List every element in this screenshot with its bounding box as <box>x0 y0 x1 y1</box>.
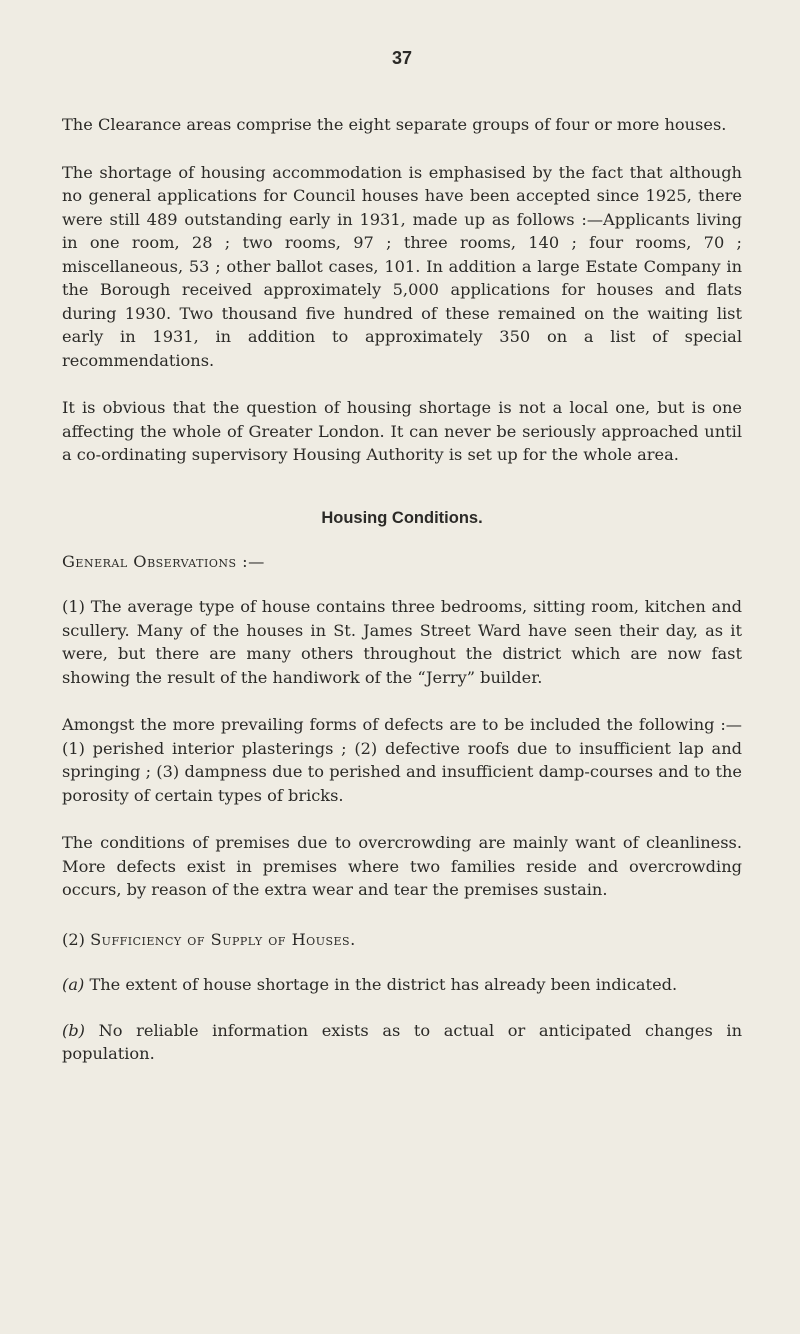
subsection-number: (2) <box>62 929 85 949</box>
section-heading-housing-conditions: Housing Conditions. <box>321 508 483 527</box>
paragraph-average-house-type: (1) The average type of house contains three bedrooms, sitting room, kitchen and scullery. Many of the houses in St. James Street Ward have seen their day, as it were, but there are many others throughout the district which are now fast showing the result of the handiwork of the “Jerry” builder. <box>62 597 742 687</box>
item-a-label: (a) <box>62 975 85 994</box>
item-a-text: The extent of house shortage in the district has already been indicated. <box>89 975 678 994</box>
item-b <box>62 1019 742 1066</box>
general-observations-label: General Observations :— <box>62 551 265 571</box>
item-b-text: No reliable information exists as to actual or anticipated changes in population. <box>62 1020 742 1063</box>
item-a <box>62 973 742 997</box>
paragraph-housing-shortage: The shortage of housing accommodation is emphasised by the fact that although no general applications for Council houses have been accepted since 1925, there were still 489 outstanding early in 1931, made up as follows :—Applicants living in one room, 28 ; two rooms, 97 ; three rooms, 140 ; four rooms, 70 ; miscellaneous, 53 ; other ballot cases, 101. In addition a large Estate Company in the Borough received approximately 5,000 applications for houses and flats during 1930. Two thousand five hundred of these remained on the waiting list early in 1931, in addition to approximately 350 on a list of special recommendations. <box>62 162 742 370</box>
document-page <box>62 48 742 1066</box>
paragraph-greater-london: It is obvious that the question of housing shortage is not a local one, but is one affecting the whole of Greater London. It can never be seriously approached until a co-ordinating supervisory Housing Authority is set up for the whole area. <box>62 398 742 464</box>
page-number: 37 <box>391 48 413 68</box>
subsection-title: Sufficiency of Supply of Houses. <box>90 929 356 949</box>
paragraph-clearance-areas: The Clearance areas comprise the eight separate groups of four or more houses. <box>62 115 727 134</box>
item-b-label: (b) <box>62 1020 85 1040</box>
paragraph-overcrowding: The conditions of premises due to overcrowding are mainly want of cleanliness. More defects exist in premises where two families reside and overcrowding occurs, by reason of the extra wear and tear the premises sustain. <box>62 833 742 899</box>
subsection-heading-sufficiency <box>62 928 742 952</box>
paragraph-prevailing-defects: Amongst the more prevailing forms of defects are to be included the following :—(1) perished interior plasterings ; (2) defective roofs due to insufficient lap and springing ; (3) dampness due to perished and insufficient damp-courses and to the porosity of certain types of bricks. <box>62 715 742 805</box>
